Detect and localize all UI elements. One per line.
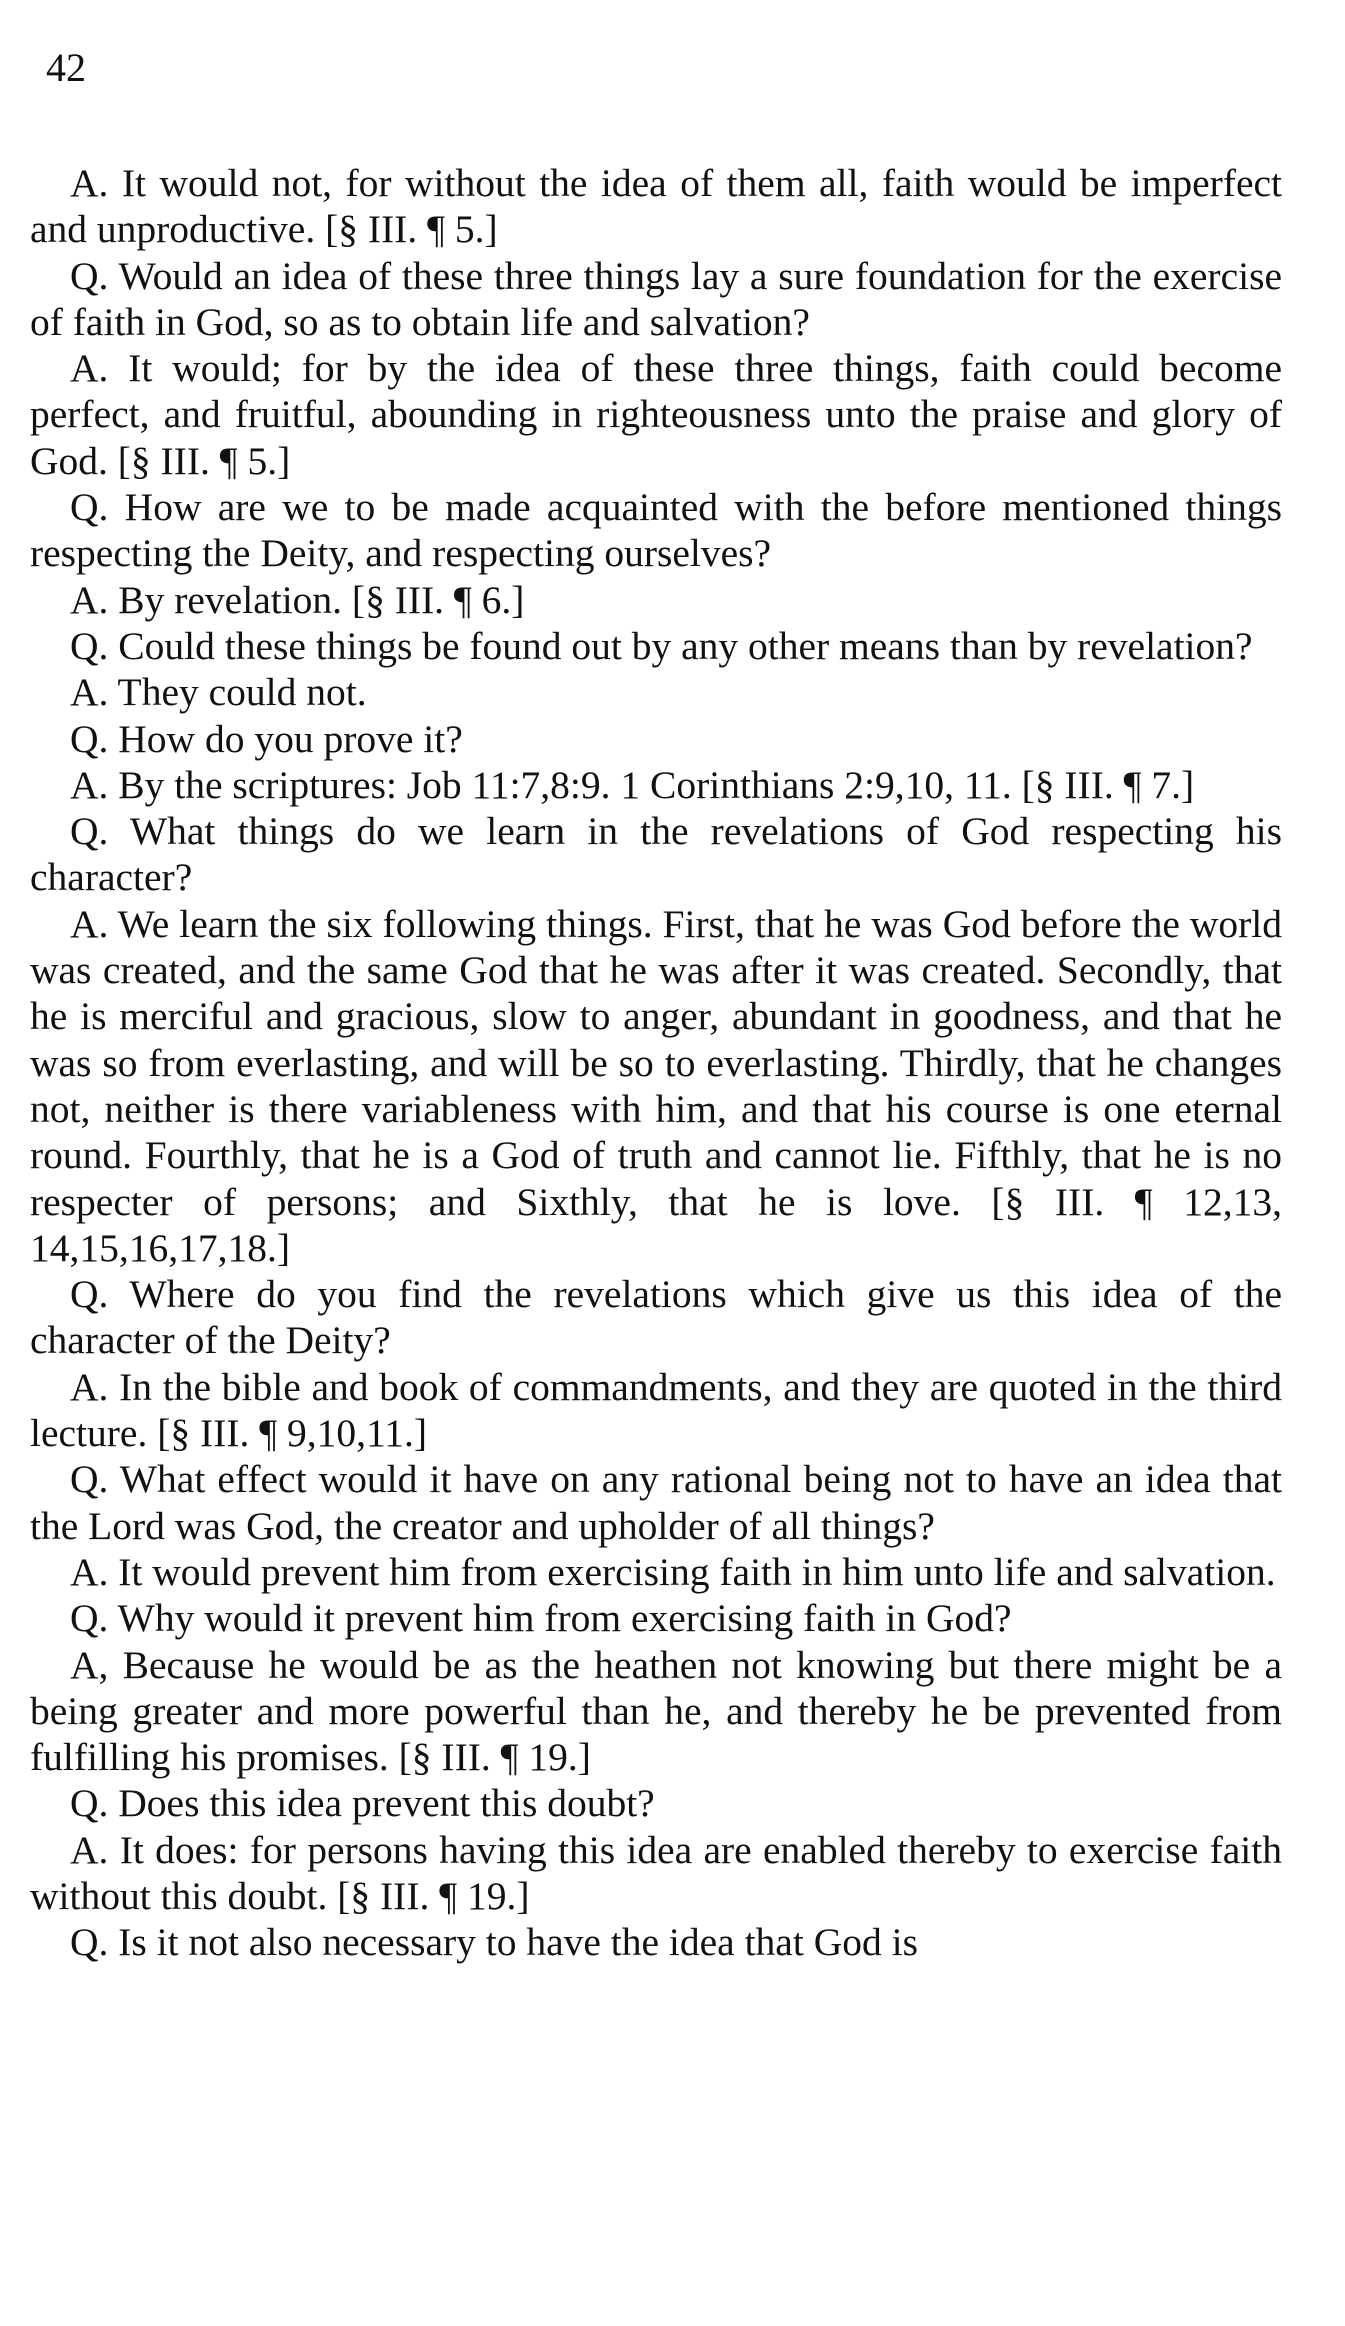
catechism-question: Q. What effect would it have on any rational being not to have an idea that the Lord was God, the creator and upholder of all things? [30,1457,1282,1548]
catechism-answer: A. They could not. [70,670,367,715]
catechism-answer: A. By revelation. [§ III. ¶ 6.] [70,577,525,622]
catechism-answer: A. It does: for persons having this idea are enabled thereby to exercise faith without this doubt. [§ III. ¶ 19.] [30,1827,1282,1918]
catechism-answer: A. By the scriptures: Job 11:7,8:9. 1 Corinthians 2:9,10, 11. [§ III. ¶ 7.] [70,762,1195,807]
catechism-question: Q. How are we to be made acquainted with the before mentioned things respecting the Deity, and respecting ourselves? [30,485,1282,576]
catechism-question: Q. Could these things be found out by any other means than by revelation? [70,623,1253,668]
catechism-question: Q. Would an idea of these three things lay a sure foundation for the exercise of faith in God, so as to obtain life and salvation? [30,253,1282,344]
page-body [30,160,1282,1966]
catechism-answer: A. It would prevent him from exercising faith in him unto life and salvation. [70,1549,1276,1594]
catechism-question: Q. Where do you find the revelations which give us this idea of the character of the Deity? [30,1272,1282,1363]
catechism-answer: A, Because he would be as the heathen not knowing but there might be a being greater and more powerful than he, and thereby he be prevented from fulfilling his promises. [§ III. ¶ 19.] [30,1642,1282,1780]
catechism-question: Q. How do you prove it? [70,716,463,761]
catechism-question: Q. Does this idea prevent this doubt? [70,1781,655,1826]
catechism-answer: A. It would; for by the idea of these three things, faith could become perfect, and fruitful, abounding in righteousness unto the praise and glory of God. [§ III. ¶ 5.] [30,346,1282,483]
catechism-question: Q. Why would it prevent him from exercising faith in God? [70,1596,1012,1641]
page-number: 42 [46,45,86,90]
catechism-answer: A. We learn the six following things. First, that he was God before the world was created, and the same God that he was after it was created. Secondly, that he is merciful and gracious, slow to anger, abundant in goodness, and that he was so from everlasting, and will be so to everlasting. Thirdly, that he changes not, neither is there variableness with him, and that his course is one eternal round. Fourthly, that he is a God of truth and cannot lie. Fifthly, that he is no respecter of persons; and Sixthly, that he is love. [§ III. ¶ 12,13, 14,15,16,17,18.] [30,901,1282,1270]
catechism-question: Q. Is it not also necessary to have the idea that God is [70,1920,918,1965]
catechism-answer: A. In the bible and book of commandments, and they are quoted in the third lecture. [§ III. ¶ 9,10,11.] [30,1364,1282,1456]
catechism-answer: A. It would not, for without the idea of them all, faith would be imperfect and unproductive. [§ III. ¶ 5.] [30,161,1282,252]
catechism-question: Q. What things do we learn in the revelations of God respecting his character? [30,809,1282,900]
